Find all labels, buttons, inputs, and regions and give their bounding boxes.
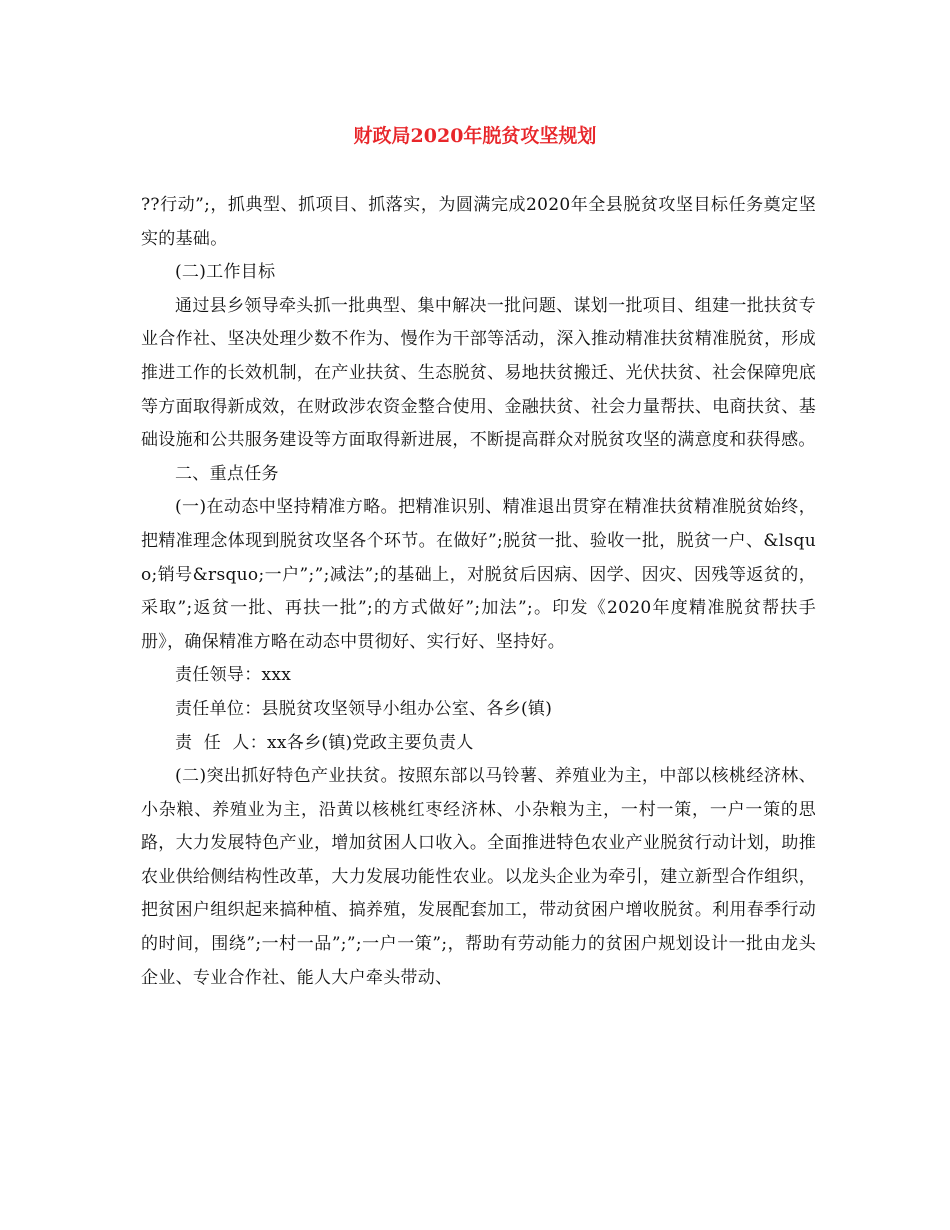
- paragraph-work-goals: 通过县乡领导牵头抓一批典型、集中解决一批问题、谋划一批项目、组建一批扶贫专业合作社、坚决处理少数不作为、慢作为干部等活动，深入推动精准扶贫精准脱贫，形成推进工作的长效机制，在产业扶贫、生态脱贫、易地扶贫搬迁、光伏扶贫、社会保障兜底等方面取得新成效，在财政涉农资金整合使用、金融扶贫、社会力量帮扶、电商扶贫、基础设施和公共服务建设等方面取得新进展，不断提高群众对脱贫攻坚的满意度和获得感。: [141, 295, 816, 451]
- paragraph-continuation: ??行动”;，抓典型、抓项目、抓落实，为圆满完成2020年全县脱贫攻坚目标任务奠定坚实的基础。: [141, 195, 816, 249]
- document-title: 财政局2020年脱贫攻坚规划: [353, 125, 597, 147]
- paragraph-precision-strategy: (一)在动态中坚持精准方略。把精准识别、精准退出贯穿在精准扶贫精准脱贫始终，把精准理念体现到脱贫攻坚各个环节。在做好”;脱贫一批、验收一批，脱贫一户、&lsquo;销号&rsquo;一户”;”;减法”;的基础上，对脱贫后因病、因学、因灾、因残等返贫的，采取”;返贫一批、再扶一批”;的方式做好”;加法”;。印发《2020年度精准脱贫帮扶手册》，确保精准方略在动态中贯彻好、实行好、坚持好。: [141, 497, 816, 652]
- section-heading-key-tasks: 二、重点任务: [175, 463, 279, 484]
- responsible-person: 责 任 人：xx各乡(镇)党政主要负责人: [175, 732, 474, 753]
- document-body: [141, 189, 816, 995]
- responsible-leader: 责任领导：xxx: [175, 665, 292, 686]
- section-heading-work-goals: (二)工作目标: [175, 262, 276, 283]
- paragraph-industry-poverty-alleviation: (二)突出抓好特色产业扶贫。按照东部以马铃薯、养殖业为主，中部以核桃经济林、小杂粮、养殖业为主，沿黄以核桃红枣经济林、小杂粮为主，一村一策，一户一策的思路，大力发展特色产业，增加贫困人口收入。全面推进特色农业产业脱贫行动计划，助推农业供给侧结构性改革，大力发展功能性农业。以龙头企业为牵引，建立新型合作组织，把贫困户组织起来搞种植、搞养殖，发展配套加工，带动贫困户增收脱贫。利用春季行动的时间，围绕”;一村一品”;”;一户一策”;，帮助有劳动能力的贫困户规划设计一批由龙头企业、专业合作社、能人大户牵头带动、: [141, 766, 816, 988]
- responsible-unit: 责任单位：县脱贫攻坚领导小组办公室、各乡(镇): [175, 698, 553, 719]
